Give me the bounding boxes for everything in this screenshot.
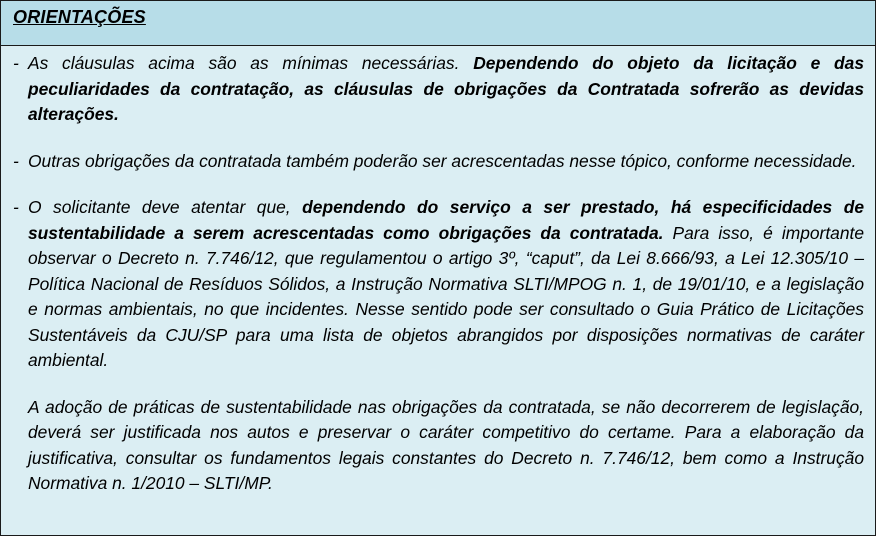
bullet-dash: - [13, 53, 19, 73]
bullet-text: Outras obrigações da contratada também poderão ser acrescentadas nesse tópico, conforme necessidade. [28, 150, 857, 171]
bullet-item-1 [13, 51, 864, 128]
header-divider [1, 45, 875, 46]
bullet-text: O solicitante deve atentar que, [28, 197, 303, 217]
box-header [1, 1, 875, 45]
bullet-bold-text: dependendo do serviço a ser prestado, há especificidades de sustentabilidade a serem acrescentadas como obrigações da contratada. [28, 197, 864, 243]
bullet-text-continued: Para isso, é importante observar o Decreto n. 7.746/12, que regulamentou o artigo 3º, “caput”, da Lei 8.666/93, a Lei 12.305/10 – Política Nacional de Resíduos Sólidos, a Instrução Normativa SLTI/MPOG n. 1, de 19/01/10, e a legislação e normas ambientais, no que incidentes. Nesse sentido pode ser consultado o Guia Prático de Licitações Sustentáveis da CJU/SP para uma lista de objetos abrangidos por disposições normativas de caráter ambiental. [28, 222, 865, 370]
box-content [13, 51, 864, 497]
bullet-dash: - [13, 150, 19, 171]
bullet-item-3 [13, 195, 864, 374]
bullet-item-2 [13, 149, 864, 175]
spacer [13, 128, 864, 149]
bullet-bold-text: Dependendo do objeto da licitação e das peculiaridades da contratação, as cláusulas de obrigações da Contratada sofrerão as devidas alterações. [28, 53, 864, 124]
closing-paragraph: A adoção de práticas de sustentabilidade nas obrigações da contratada, se não decorrerem de legislação, deverá ser justificada nos autos e preservar o caráter competitivo do certame. Para a elaboração da justificativa, consultar os fundamentos legais constantes do Decreto n. 7.746/12, bem como a Instrução Normativa n. 1/2010 – SLTI/MP. [28, 396, 864, 493]
spacer [13, 374, 864, 395]
bullet-dash: - [13, 197, 19, 217]
bullet-text: As cláusulas acima são as mínimas necessárias. [28, 53, 474, 73]
spacer [13, 174, 864, 195]
box-title: ORIENTAÇÕES [13, 7, 146, 27]
